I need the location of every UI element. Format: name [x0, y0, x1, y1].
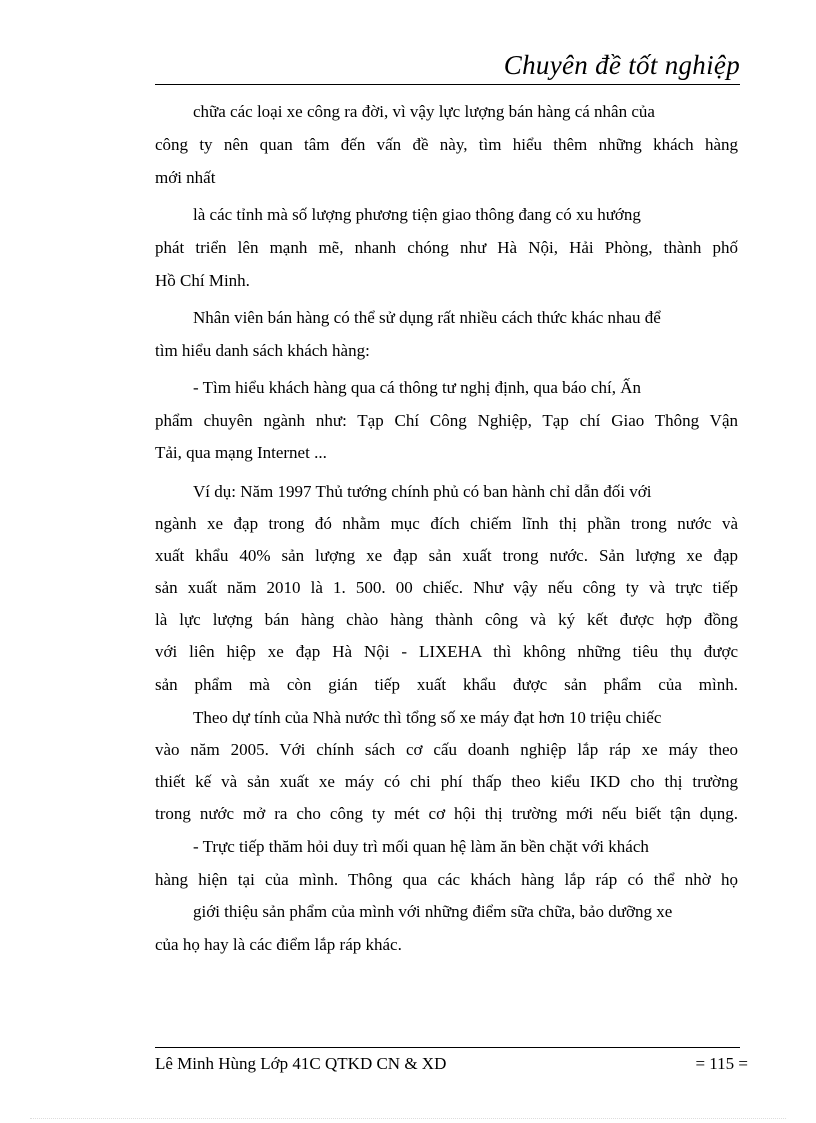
body-line: thiết kế và sản xuất xe máy có chi phí thấp theo kiểu IKD cho thị trường	[155, 772, 738, 791]
body-line: là các tỉnh mà số lượng phương tiện giao thông đang có xu hướng	[193, 205, 641, 224]
body-line: sản phẩm mà còn gián tiếp xuất khẩu được sản phẩm của mình.	[155, 675, 738, 694]
body-line: Tải, qua mạng Internet ...	[155, 443, 327, 462]
footer-divider	[155, 1047, 740, 1048]
body-line: hàng hiện tại của mình. Thông qua các khách hàng lắp ráp có thể nhờ họ	[155, 870, 738, 889]
body-line: của họ hay là các điểm lắp ráp khác.	[155, 935, 402, 954]
body-line: trong nước mở ra cho công ty mét cơ hội thị trường mới nếu biết tận dụng.	[155, 804, 738, 823]
body-line: chữa các loại xe công ra đời, vì vậy lực lượng bán hàng cá nhân của	[193, 102, 655, 121]
header-divider	[155, 84, 740, 85]
footer-author: Lê Minh Hùng Lớp 41C QTKD CN & XD	[155, 1054, 447, 1073]
body-line: Theo dự tính của Nhà nước thì tổng số xe máy đạt hơn 10 triệu chiếc	[193, 708, 662, 727]
body-line: ngành xe đạp trong đó nhằm mục đích chiếm lĩnh thị phần trong nước và	[155, 514, 738, 533]
body-line: phát triển lên mạnh mẽ, nhanh chóng như Hà Nội, Hải Phòng, thành phố	[155, 238, 738, 257]
body-line: là lực lượng bán hàng chào hàng thành công và ký kết được hợp đồng	[155, 610, 738, 629]
body-line: công ty nên quan tâm đến vấn đề này, tìm hiểu thêm những khách hàng	[155, 135, 738, 154]
body-line: xuất khẩu 40% sản lượng xe đạp sản xuất trong nước. Sản lượng xe đạp	[155, 546, 738, 565]
body-line: Nhân viên bán hàng có thể sử dụng rất nhiều cách thức khác nhau để	[193, 308, 661, 327]
page-header-title: Chuyên đề tốt nghiệp	[503, 50, 740, 80]
body-line: sản xuất năm 2010 là 1. 500. 00 chiếc. Như vậy nếu công ty và trực tiếp	[155, 578, 738, 597]
body-line: vào năm 2005. Với chính sách cơ cấu doanh nghiệp lắp ráp xe máy theo	[155, 740, 738, 759]
body-line: với liên hiệp xe đạp Hà Nội - LIXEHA thì không những tiêu thụ được	[155, 642, 738, 661]
body-line: giới thiệu sản phẩm của mình với những điểm sữa chữa, bảo dưỡng xe	[193, 902, 673, 921]
body-line: - Trực tiếp thăm hỏi duy trì mối quan hệ làm ăn bền chặt với khách	[193, 837, 649, 856]
page-edge-divider	[30, 1118, 786, 1119]
body-line: Hồ Chí Minh.	[155, 271, 250, 290]
body-line: tìm hiểu danh sách khách hàng:	[155, 341, 370, 360]
page-number: = 115 =	[695, 1054, 748, 1073]
body-line: Ví dụ: Năm 1997 Thủ tướng chính phủ có ban hành chỉ dẫn đối với	[193, 482, 652, 501]
body-line: mới nhất	[155, 168, 216, 187]
body-line: phẩm chuyên ngành như: Tạp Chí Công Nghiệp, Tạp chí Giao Thông Vận	[155, 411, 738, 430]
body-line: - Tìm hiểu khách hàng qua cá thông tư nghị định, qua báo chí, Ấn	[193, 378, 641, 397]
